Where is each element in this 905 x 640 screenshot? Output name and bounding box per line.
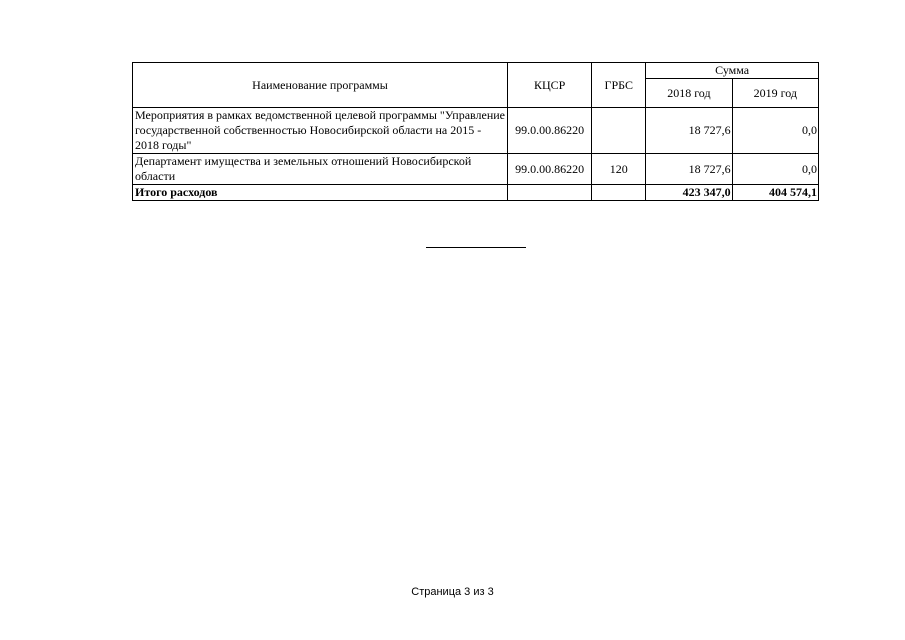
table-row [133, 108, 819, 154]
header-grbs: ГРБС [592, 63, 646, 108]
cell-kcsr: 99.0.00.86220 [508, 108, 592, 154]
table-header-row [133, 63, 819, 79]
cell-grbs: 120 [592, 154, 646, 185]
cell-total-2019: 404 574,1 [732, 185, 818, 201]
table-row [133, 154, 819, 185]
cell-sum-2018: 18 727,6 [646, 154, 732, 185]
header-year-2018: 2018 год [646, 79, 732, 108]
page-footer: Страница 3 из 3 [411, 586, 494, 598]
header-year-2019: 2019 год [732, 79, 818, 108]
cell-total-2018: 423 347,0 [646, 185, 732, 201]
header-program-name: Наименование программы [133, 63, 508, 108]
cell-program-name: Мероприятия в рамках ведомственной целевой программы "Управление государственной собственностью Новосибирской области на 2015 - 2018 годы" [133, 108, 508, 154]
separator-line [426, 247, 526, 248]
cell-kcsr: 99.0.00.86220 [508, 154, 592, 185]
header-kcsr: КЦСР [508, 63, 592, 108]
cell-total-grbs [592, 185, 646, 201]
cell-grbs [592, 108, 646, 154]
cell-sum-2019: 0,0 [732, 154, 818, 185]
budget-table [132, 62, 819, 201]
cell-total-kcsr [508, 185, 592, 201]
cell-sum-2019: 0,0 [732, 108, 818, 154]
table-total-row [133, 185, 819, 201]
cell-sum-2018: 18 727,6 [646, 108, 732, 154]
cell-total-label: Итого расходов [133, 185, 508, 201]
header-sum: Сумма [646, 63, 819, 79]
cell-program-name: Департамент имущества и земельных отношений Новосибирской области [133, 154, 508, 185]
